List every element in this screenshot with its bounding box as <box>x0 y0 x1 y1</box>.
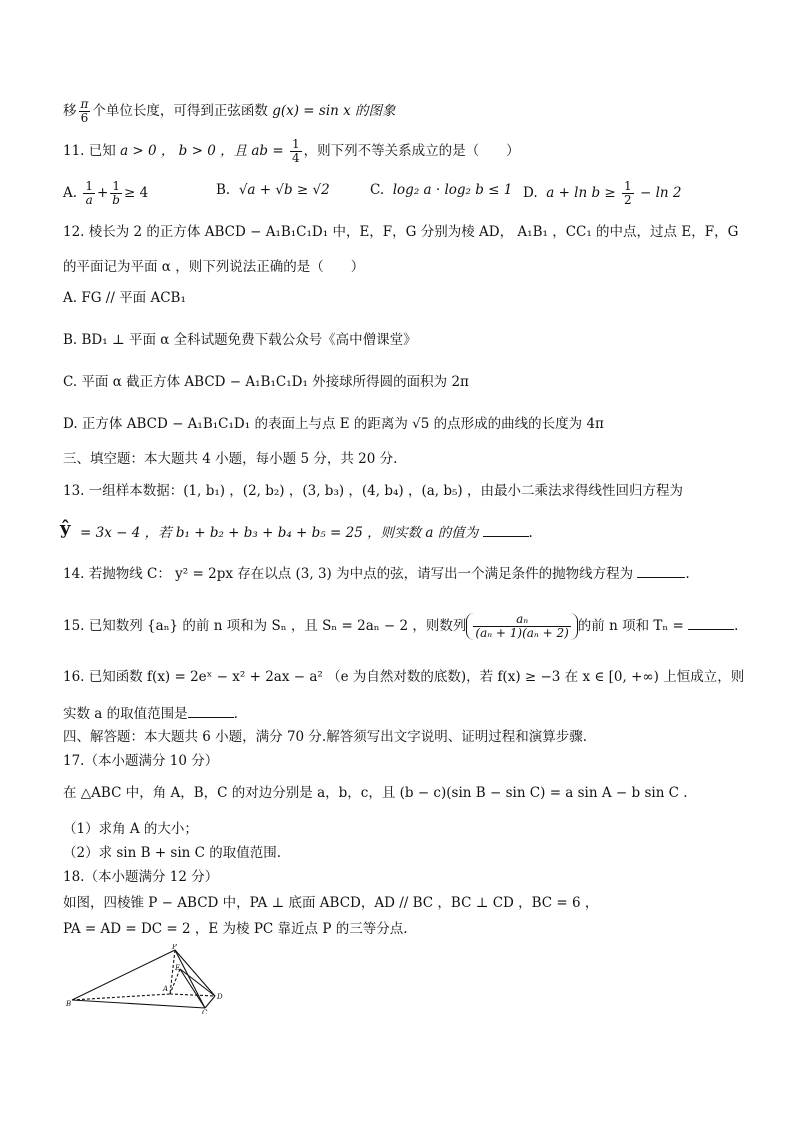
sequence-brace <box>466 613 577 640</box>
numerator: aₙ <box>473 613 570 627</box>
question-12-stem-line-1: 12. 棱长为 2 的正方体 ABCD − A₁B₁C₁D₁ 中，E，F，G 分别为棱 AD， A₁B₁ ，CC₁ 的中点，过点 E，F，G <box>63 224 739 240</box>
answer-blank[interactable] <box>188 703 234 718</box>
label-e: E <box>175 964 181 972</box>
text: 11. 已知 <box>63 143 121 159</box>
fraction-one-half: $\frac{1}{2}$ <box>624 179 632 207</box>
text: . <box>734 618 739 634</box>
label-c: C <box>202 1009 208 1014</box>
text: = 3x − 4 ，若 b₁ + b₂ + b₃ + b₄ + b₅ = 25 ，则实数 a 的值为 <box>80 525 479 541</box>
text: . <box>233 706 238 722</box>
text-line-sine-shift <box>63 98 396 125</box>
text: . <box>528 525 533 541</box>
answer-blank[interactable] <box>483 522 529 537</box>
section-3-heading: 三、填空题：本大题共 4 小题，每小题 5 分，共 20 分. <box>63 451 398 467</box>
question-17-stem: 在 △ABC 中，角 A，B，C 的对边分别是 a，b，c，且 (b − c)(sin B − sin C) = a sin A − b sin C . <box>63 785 688 801</box>
text: ≥ 4 <box>123 185 149 201</box>
text: 15. 已知数列 {aₙ} 的前 n 项和为 Sₙ ，且 Sₙ = 2aₙ − 2 ，则数列 <box>63 618 467 634</box>
option-11-b <box>216 180 330 200</box>
fraction-1-over-a: $\frac{1}{a}$ <box>85 179 93 207</box>
text: (x) = sin x 的图象 <box>280 103 396 119</box>
y-hat-symbol: ŷ <box>60 518 71 539</box>
option-11-a: A. $\frac{1}{a}$ + $\frac{1}{b}$ ≥ 4 <box>63 179 149 207</box>
question-17-part-2: （2）求 sin B + sin C 的取值范围. <box>63 845 282 861</box>
denominator: 6 <box>80 111 89 125</box>
option-label: B. <box>216 182 231 198</box>
label-d: D <box>217 993 223 1001</box>
option-11-c <box>370 180 512 200</box>
fraction-pi-over-6 <box>79 98 91 125</box>
numerator: π <box>80 97 89 111</box>
denominator: 4 <box>291 151 300 165</box>
fraction-sequence-term <box>473 613 570 640</box>
option-12-b: B. BD₁ ⊥ 平面 α 全科试题免费下载公众号《高中僧课堂》 <box>63 332 417 348</box>
text: ，则下列不等关系成立的是（ ） <box>303 143 520 159</box>
option-11-d <box>523 180 681 207</box>
text: √a + √b ≥ √2 <box>238 182 330 198</box>
text: 个单位长度，可得到正弦函数 <box>92 103 273 119</box>
option-12-c: C. 平面 α 截正方体 ABCD − A₁B₁C₁D₁ 外接球所得圆的面积为 2π <box>63 374 469 390</box>
option-label: A. <box>63 185 78 201</box>
question-17-part-1: （1）求角 A 的大小； <box>63 821 198 837</box>
text: g <box>272 103 281 119</box>
numerator: 1 <box>291 137 300 151</box>
question-11-stem <box>63 138 520 165</box>
question-16-line-2 <box>63 703 238 724</box>
denominator: (aₙ + 1)(aₙ + 2) <box>475 626 569 640</box>
text: − ln 2 <box>635 185 682 201</box>
answer-blank[interactable] <box>637 563 685 578</box>
fraction-one-quarter <box>290 138 302 165</box>
question-13-line-1: 13. 一组样本数据：(1, b₁) ，(2, b₂) ，(3, b₃) ，(4, b₄) ，(a, b₅) ，由最小二乘法求得线性回归方程为 <box>63 483 683 499</box>
label-a: A <box>163 985 169 993</box>
text: 实数 a 的取值范围是 <box>63 706 188 722</box>
label-b: B <box>66 1000 72 1008</box>
option-label: C. <box>370 182 385 198</box>
text: 移 <box>63 103 77 119</box>
option-label: D. <box>523 185 538 201</box>
pyramid-figure <box>62 944 232 1014</box>
label-p: P <box>172 944 177 951</box>
option-12-d: D. 正方体 ABCD − A₁B₁C₁D₁ 的表面上与点 E 的距离为 √5 的点形成的曲线的长度为 4π <box>63 416 604 432</box>
fraction-1-over-b: $\frac{1}{b}$ <box>112 179 120 207</box>
question-17-heading: 17.（本小题满分 10 分） <box>63 753 219 769</box>
question-16-line-1: 16. 已知函数 f(x) = 2eˣ − x² + 2ax − a² （e 为自然对数的底数)，若 f(x) ≥ −3 在 x ∈ [0, +∞) 上恒成立，则 <box>63 669 745 685</box>
text: 14. 若抛物线 C： y² = 2px 存在以点 (3, 3) 为中点的弦，请写出一个满足条件的抛物线方程为 <box>63 566 634 582</box>
text: a + ln b ≥ <box>546 185 621 201</box>
question-18-line-2: PA = AD = DC = 2 ，E 为棱 PC 靠近点 P 的三等分点. <box>63 921 408 937</box>
text: log₂ a · log₂ b ≤ 1 <box>392 182 513 198</box>
answer-blank[interactable] <box>688 615 734 630</box>
question-14 <box>63 563 690 584</box>
question-18-line-1: 如图，四棱锥 P − ABCD 中，PA ⊥ 底面 ABCD，AD // BC ，BC ⊥ CD ，BC = 6 ， <box>63 895 599 911</box>
question-12-stem-line-2: 的平面记为平面 α ，则下列说法正确的是（ ） <box>63 259 365 275</box>
text: a > 0 ， b > 0 ，且 ab = <box>120 143 288 159</box>
question-18-heading: 18.（本小题满分 12 分） <box>63 869 219 885</box>
text: . <box>685 566 690 582</box>
question-15 <box>63 613 738 640</box>
question-13-line-2 <box>80 522 533 543</box>
section-4-heading: 四、解答题：本大题共 6 小题，满分 70 分.解答须写出文字说明、证明过程和演算步骤. <box>63 729 588 745</box>
text: 的前 n 项和 Tₙ = <box>577 618 689 634</box>
option-12-a: A. FG // 平面 ACB₁ <box>63 290 186 306</box>
